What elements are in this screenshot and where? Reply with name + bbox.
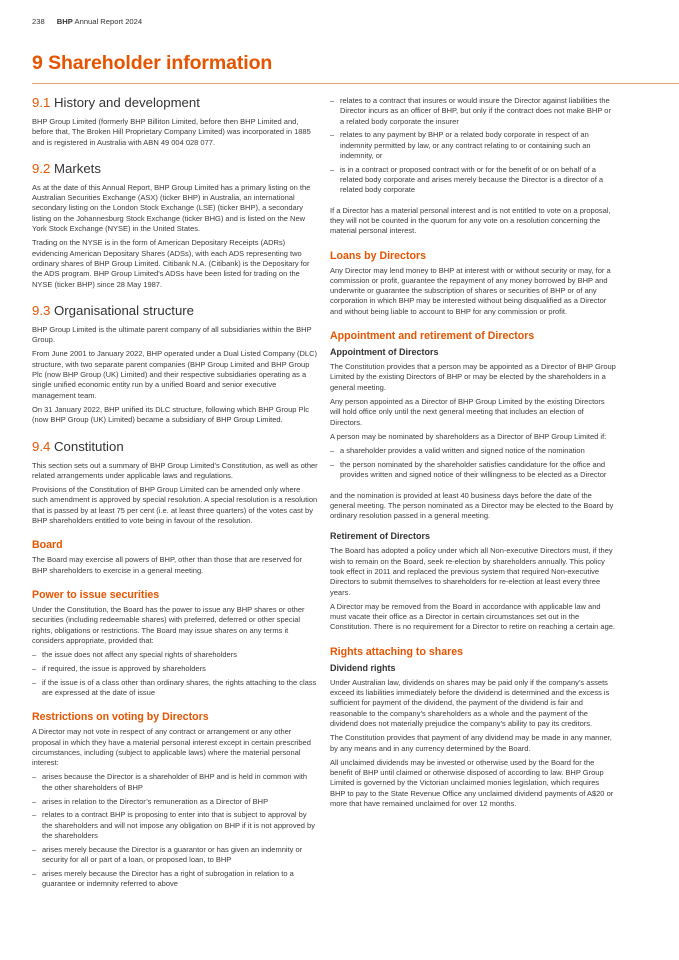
section-constitution	[32, 439, 318, 527]
restrictions-heading: Restrictions on voting by Directors	[32, 711, 209, 724]
constitution-heading	[32, 439, 318, 455]
paragraph: The Board has adopted a policy under which all Non-executive Directors must, if they wish to remain on the Board, seek re-election by shareholders annually. This policy took effect in 2011 and replaced the previous system that required Non-executive Directors to submit themselves to shareholders for re-election at least every three years.	[330, 546, 613, 597]
subsection-loans-by-directors	[330, 250, 616, 317]
section-heading-text: Constitution	[54, 438, 124, 454]
right-column	[330, 96, 616, 822]
rights-heading: Rights attaching to shares	[330, 645, 464, 658]
dividend-subheading: Dividend rights	[330, 662, 396, 673]
subsection-board	[32, 539, 318, 576]
paragraph: If a Director has a material personal interest and is not entitled to vote on a proposal, they will not be counted in the quorum for any vote on a resolution concerning the material personal interest.	[330, 205, 611, 236]
list-item: – arises in relation to the Director’s remuneration as a Director of BHP	[32, 797, 318, 807]
paragraph: Any person appointed as a Director of BHP Group Limited by the existing Directors will hold office only until the next general meeting that includes an election of Directors.	[330, 396, 605, 427]
appointment-heading: Appointment and retirement of Directors	[330, 330, 535, 343]
paragraph: Under the Constitution, the Board has the power to issue any BHP shares or other securities (including redeemable shares) with preferred, deferred or other special rights, obligations or restrictions. The Board may issue shares on any terms it considers appropriate, provided that:	[32, 604, 305, 645]
paragraph: On 31 January 2022, BHP unified its DLC structure, following which BHP Group Plc (now BHP Group (UK) Limited) became a subsidiary of BHP Group Limited.	[32, 404, 309, 425]
section-number: 9.4	[32, 438, 51, 454]
section-markets	[32, 161, 318, 290]
list-item: – if required, the issue is approved by shareholders	[32, 664, 318, 674]
paragraph: Trading on the NYSE is in the form of American Depositary Receipts (ADRs) evidencing American Depositary Shares (ADSs), with each ADS representing two ordinary shares of BHP Group Limited. Citibank N.A. (Citibank) is the Depositary for the ADS program. BHP Group Limited’s ADSs have been listed for trading on the NYSE (ticker BHP) since 28 May 1987.	[32, 238, 310, 289]
org-heading	[32, 303, 318, 319]
list-item: – the person nominated by the shareholder satisfies candidature for the office and provides written and signed notice of their willingness to be elected as a Director	[330, 460, 616, 481]
subsection-rights-attaching-to-shares	[330, 646, 616, 810]
title-divider	[32, 83, 679, 84]
appointment-subheading: Appointment of Directors	[330, 347, 439, 358]
list-item: – arises merely because the Director has a right of subrogation in relation to a guarantee or indemnity referred to above	[32, 869, 318, 890]
list-item: – relates to any payment by BHP or a related body corporate in respect of an indemnity permitted by law, or any contract relating to or containing such an indemnity, or	[330, 130, 616, 161]
list-item: – relates to a contract BHP is proposing to enter into that is subject to approval by the shareholders and will not impose any obligation on BHP if it is not approved by the shareholders	[32, 810, 318, 841]
list-item: – a shareholder provides a valid written and signed notice of the nomination	[330, 446, 616, 456]
paragraph: The Constitution provides that payment of any dividend may be made in any manner, by any means and in any currency determined by the Board.	[330, 733, 612, 753]
header-brand: BHP	[56, 17, 73, 26]
section-heading-text: Markets	[54, 160, 101, 176]
bullet-list	[32, 650, 318, 698]
paragraph: A Director may be removed from the Board in accordance with applicable law and must vacate their office as a Director in certain circumstances set out in the Constitution. There is no requirement for a Director to retire on reaching a certain age.	[330, 601, 616, 632]
section-number: 9.1	[32, 95, 51, 110]
paragraph: From June 2001 to January 2022, BHP operated under a Dual Listed Company (DLC) structure, with two separate parent companies (BHP Group Limited and BHP Group Plc (now BHP Group (UK) Limited) and their respective subsidiaries operating as a single unified economic entity run by a unified Board and senior executive management team.	[32, 349, 318, 400]
list-item: – if the issue is of a class other than ordinary shares, the rights attaching to the class are expressed at the date of issue	[32, 678, 318, 699]
paragraph: BHP Group Limited is the ultimate parent company of all subsidiaries within the BHP Group.	[32, 324, 312, 345]
paragraph: All unclaimed dividends may be invested or otherwise used by the Board for the benefit of BHP until claimed or otherwise disposed of according to law. BHP Group Limited is governed by the Victorian unclaimed monies legislation, which requires BHP to pay to the State Revenue Office any unclaimed dividend payments of A$20 or more that have remained unclaimed for over 12 months.	[330, 757, 614, 809]
subsection-power-to-issue	[32, 589, 318, 698]
paragraph: A person may be nominated by shareholders as a Director of BHP Group Limited if:	[330, 431, 607, 441]
section-organisational-structure	[32, 303, 318, 426]
list-item: – relates to a contract that insures or would insure the Director against liabilities the Director incurs as an officer of BHP, but only if the contract does not make BHP or a related body corporate the insurer	[330, 96, 616, 127]
section-number: 9.2	[32, 160, 51, 176]
paragraph: This section sets out a summary of BHP Group Limited’s Constitution, as well as other related arrangements under applicable laws and regulations.	[32, 460, 318, 480]
power-heading: Power to issue securities	[32, 588, 160, 601]
section-number: 9.3	[32, 302, 51, 318]
paragraph: Any Director may lend money to BHP at interest with or without security or may, for a commission or profit, guarantee the repayment of any money borrowed by BHP and underwrite or guarantee the subscription of shares or securities of BHP or of any corporation in which BHP may be interested without being disqualified as a Director and without being liable to account to BHP for any commission or profit.	[330, 265, 611, 316]
paragraph: and the nomination is provided at least 40 business days before the date of the general meeting. The person nominated as a Director may be elected to the Board by ordinary resolution passed in a general meeting.	[330, 490, 614, 521]
subsection-appointment-retirement	[330, 330, 616, 633]
paragraph: As at the date of this Annual Report, BHP Group Limited has a primary listing on the Australian Securities Exchange (ASX) (ticker BHP) in Australia, an international secondary listing on the London Stock Exchange (LSE) (ticker BHP), a secondary listing on the Johannesburg Stock Exchange (ticker BHG) and is listed on the New York Stock Exchange (NYSE) in the United States.	[32, 182, 311, 234]
paragraph: The Board may exercise all powers of BHP, other than those that are reserved for BHP shareholders to exercise in a general meeting.	[32, 555, 302, 575]
header-report-name: Annual Report 2024	[74, 17, 143, 26]
paragraph: The Constitution provides that a person may be appointed as a Director of BHP Group Limited by the existing Directors of BHP or may be elected by the shareholders in a general meeting.	[330, 362, 616, 392]
bullet-list	[32, 772, 318, 889]
subsection-restrictions-on-voting	[32, 711, 318, 889]
retirement-subheading: Retirement of Directors	[330, 531, 431, 542]
board-heading: Board	[32, 539, 63, 552]
list-item: – arises merely because the Director is a guarantor or has given an indemnity or security for all or part of a loan, or proposed loan, to BHP	[32, 845, 318, 866]
history-heading	[32, 95, 318, 111]
list-item: – arises because the Director is a shareholder of BHP and is held in common with the other shareholders of BHP	[32, 772, 318, 793]
list-item: – the issue does not affect any special rights of shareholders	[32, 650, 318, 660]
left-column	[32, 95, 318, 902]
page-title: 9 Shareholder information	[32, 52, 273, 74]
paragraph: Provisions of the Constitution of BHP Group Limited can be amended only where such amendment is approved by special resolution. A special resolution is a resolution that is passed by at least 75 per cent (i.e. at least three quarters) of the votes cast by BHP shareholders entitled to vote being in favour of the resolution.	[32, 485, 318, 526]
section-heading-text: Organisational structure	[54, 302, 195, 318]
restrictions-continued	[330, 96, 616, 237]
list-item: – is in a contract or proposed contract with or for the benefit of or on behalf of a related body corporate and arises merely because the Director is a director of a related body corporate	[330, 165, 616, 196]
loans-heading: Loans by Directors	[330, 249, 426, 262]
paragraph: BHP Group Limited (formerly BHP Billiton Limited, before then BHP Limited and, before that, The Broken Hill Proprietary Company Limited) was incorporated in 1885 and is registered in Australia with ABN 49 004 028 077.	[32, 117, 311, 147]
paragraph: Under Australian law, dividends on shares may be paid only if the company’s assets exceed its liabilities immediately before the dividend is determined and the excess is sufficient for payment of the dividend, the payment of the dividend is fair and reasonable to the company’s shareholders as a whole and the payment of the dividend does not materially prejudice the company’s ability to pay its creditors.	[330, 677, 610, 728]
bullet-list	[330, 446, 616, 480]
page-number: 238	[32, 17, 45, 26]
markets-heading	[32, 161, 318, 177]
section-heading-text: History and development	[54, 95, 200, 110]
section-history	[32, 95, 318, 148]
page-header	[32, 17, 142, 26]
bullet-list	[330, 96, 616, 196]
paragraph: A Director may not vote in respect of any contract or arrangement or any other proposal in which they have a material personal interest except in certain prescribed circumstances, including (subject to applicable laws) where the material personal interest:	[32, 727, 311, 768]
